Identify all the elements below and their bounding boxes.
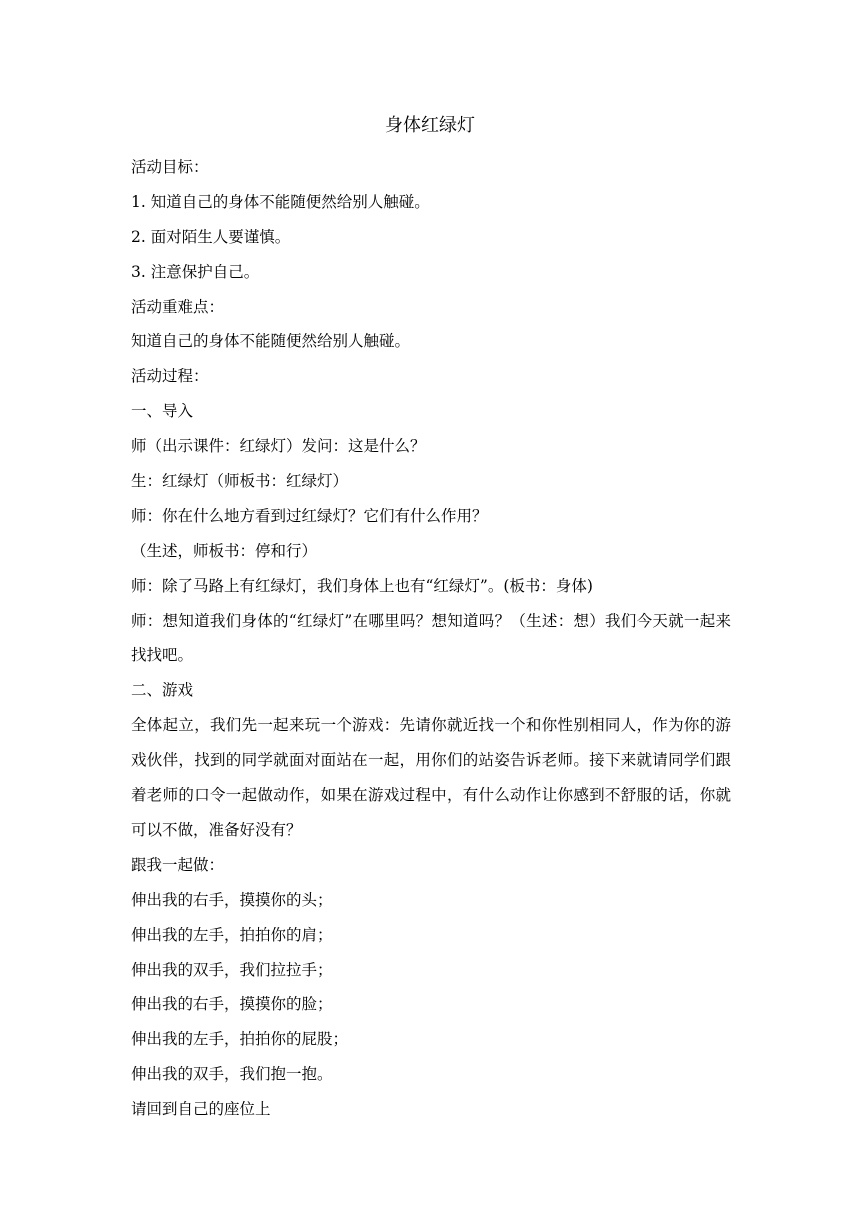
dialogue-line: 生：红绿灯（师板书：红绿灯） (131, 472, 349, 491)
chant-line: 伸出我的双手，我们拉拉手； (131, 960, 333, 979)
dialogue-line: 师：除了马路上有红绿灯，我们身体上也有“红绿灯”。(板书：身体) (131, 576, 593, 595)
dialogue-line: 师：你在什么地方看到过红绿灯？它们有什么作用？ (131, 506, 488, 525)
subheading-game: 二、游戏 (131, 681, 194, 700)
document-title: 身体红绿灯 (385, 115, 475, 136)
chant-line: 伸出我的双手，我们抱一抱。 (131, 1065, 333, 1084)
objective-item-1: 1. 知道自己的身体不能随便然给别人触碰。 (131, 192, 430, 211)
dialogue-line: 师（出示课件：红绿灯）发问：这是什么？ (131, 437, 426, 456)
chant-line: 伸出我的右手，摸摸你的脸； (131, 995, 333, 1014)
section-heading-key-points: 活动重难点： (131, 297, 225, 316)
document-body (131, 150, 731, 1127)
dialogue-line: （生述，师板书：停和行） (131, 541, 318, 560)
subheading-intro: 一、导入 (131, 402, 194, 421)
dialogue-paragraph: 师：想知道我们身体的“红绿灯”在哪里吗？想知道吗？（生述：想）我们今天就一起来找找吧。 (131, 611, 731, 665)
chant-intro: 跟我一起做： (131, 855, 225, 874)
key-point-text: 知道自己的身体不能随便然给别人触碰。 (131, 332, 411, 351)
chant-line: 伸出我的右手，摸摸你的头； (131, 890, 333, 909)
objective-item-2: 2. 面对陌生人要谨慎。 (131, 227, 291, 246)
chant-line: 伸出我的左手，拍拍你的肩； (131, 925, 333, 944)
closing-instruction: 请回到自己的座位上 (131, 1100, 271, 1119)
chant-line: 伸出我的左手，拍拍你的屁股； (131, 1030, 349, 1049)
objective-item-3: 3. 注意保护自己。 (131, 262, 260, 281)
game-instructions-paragraph: 全体起立，我们先一起来玩一个游戏：先请你就近找一个和你性别相同人，作为你的游戏伙伴，找到的同学就面对面站在一起，用你们的站姿告诉老师。接下来就请同学们跟着老师的口令一起做动作，如果在游戏过程中，有什么动作让你感到不舒服的话，你就可以不做，准备好没有？ (131, 716, 731, 839)
section-heading-objectives: 活动目标： (131, 158, 209, 176)
section-heading-process: 活动过程： (131, 367, 209, 386)
